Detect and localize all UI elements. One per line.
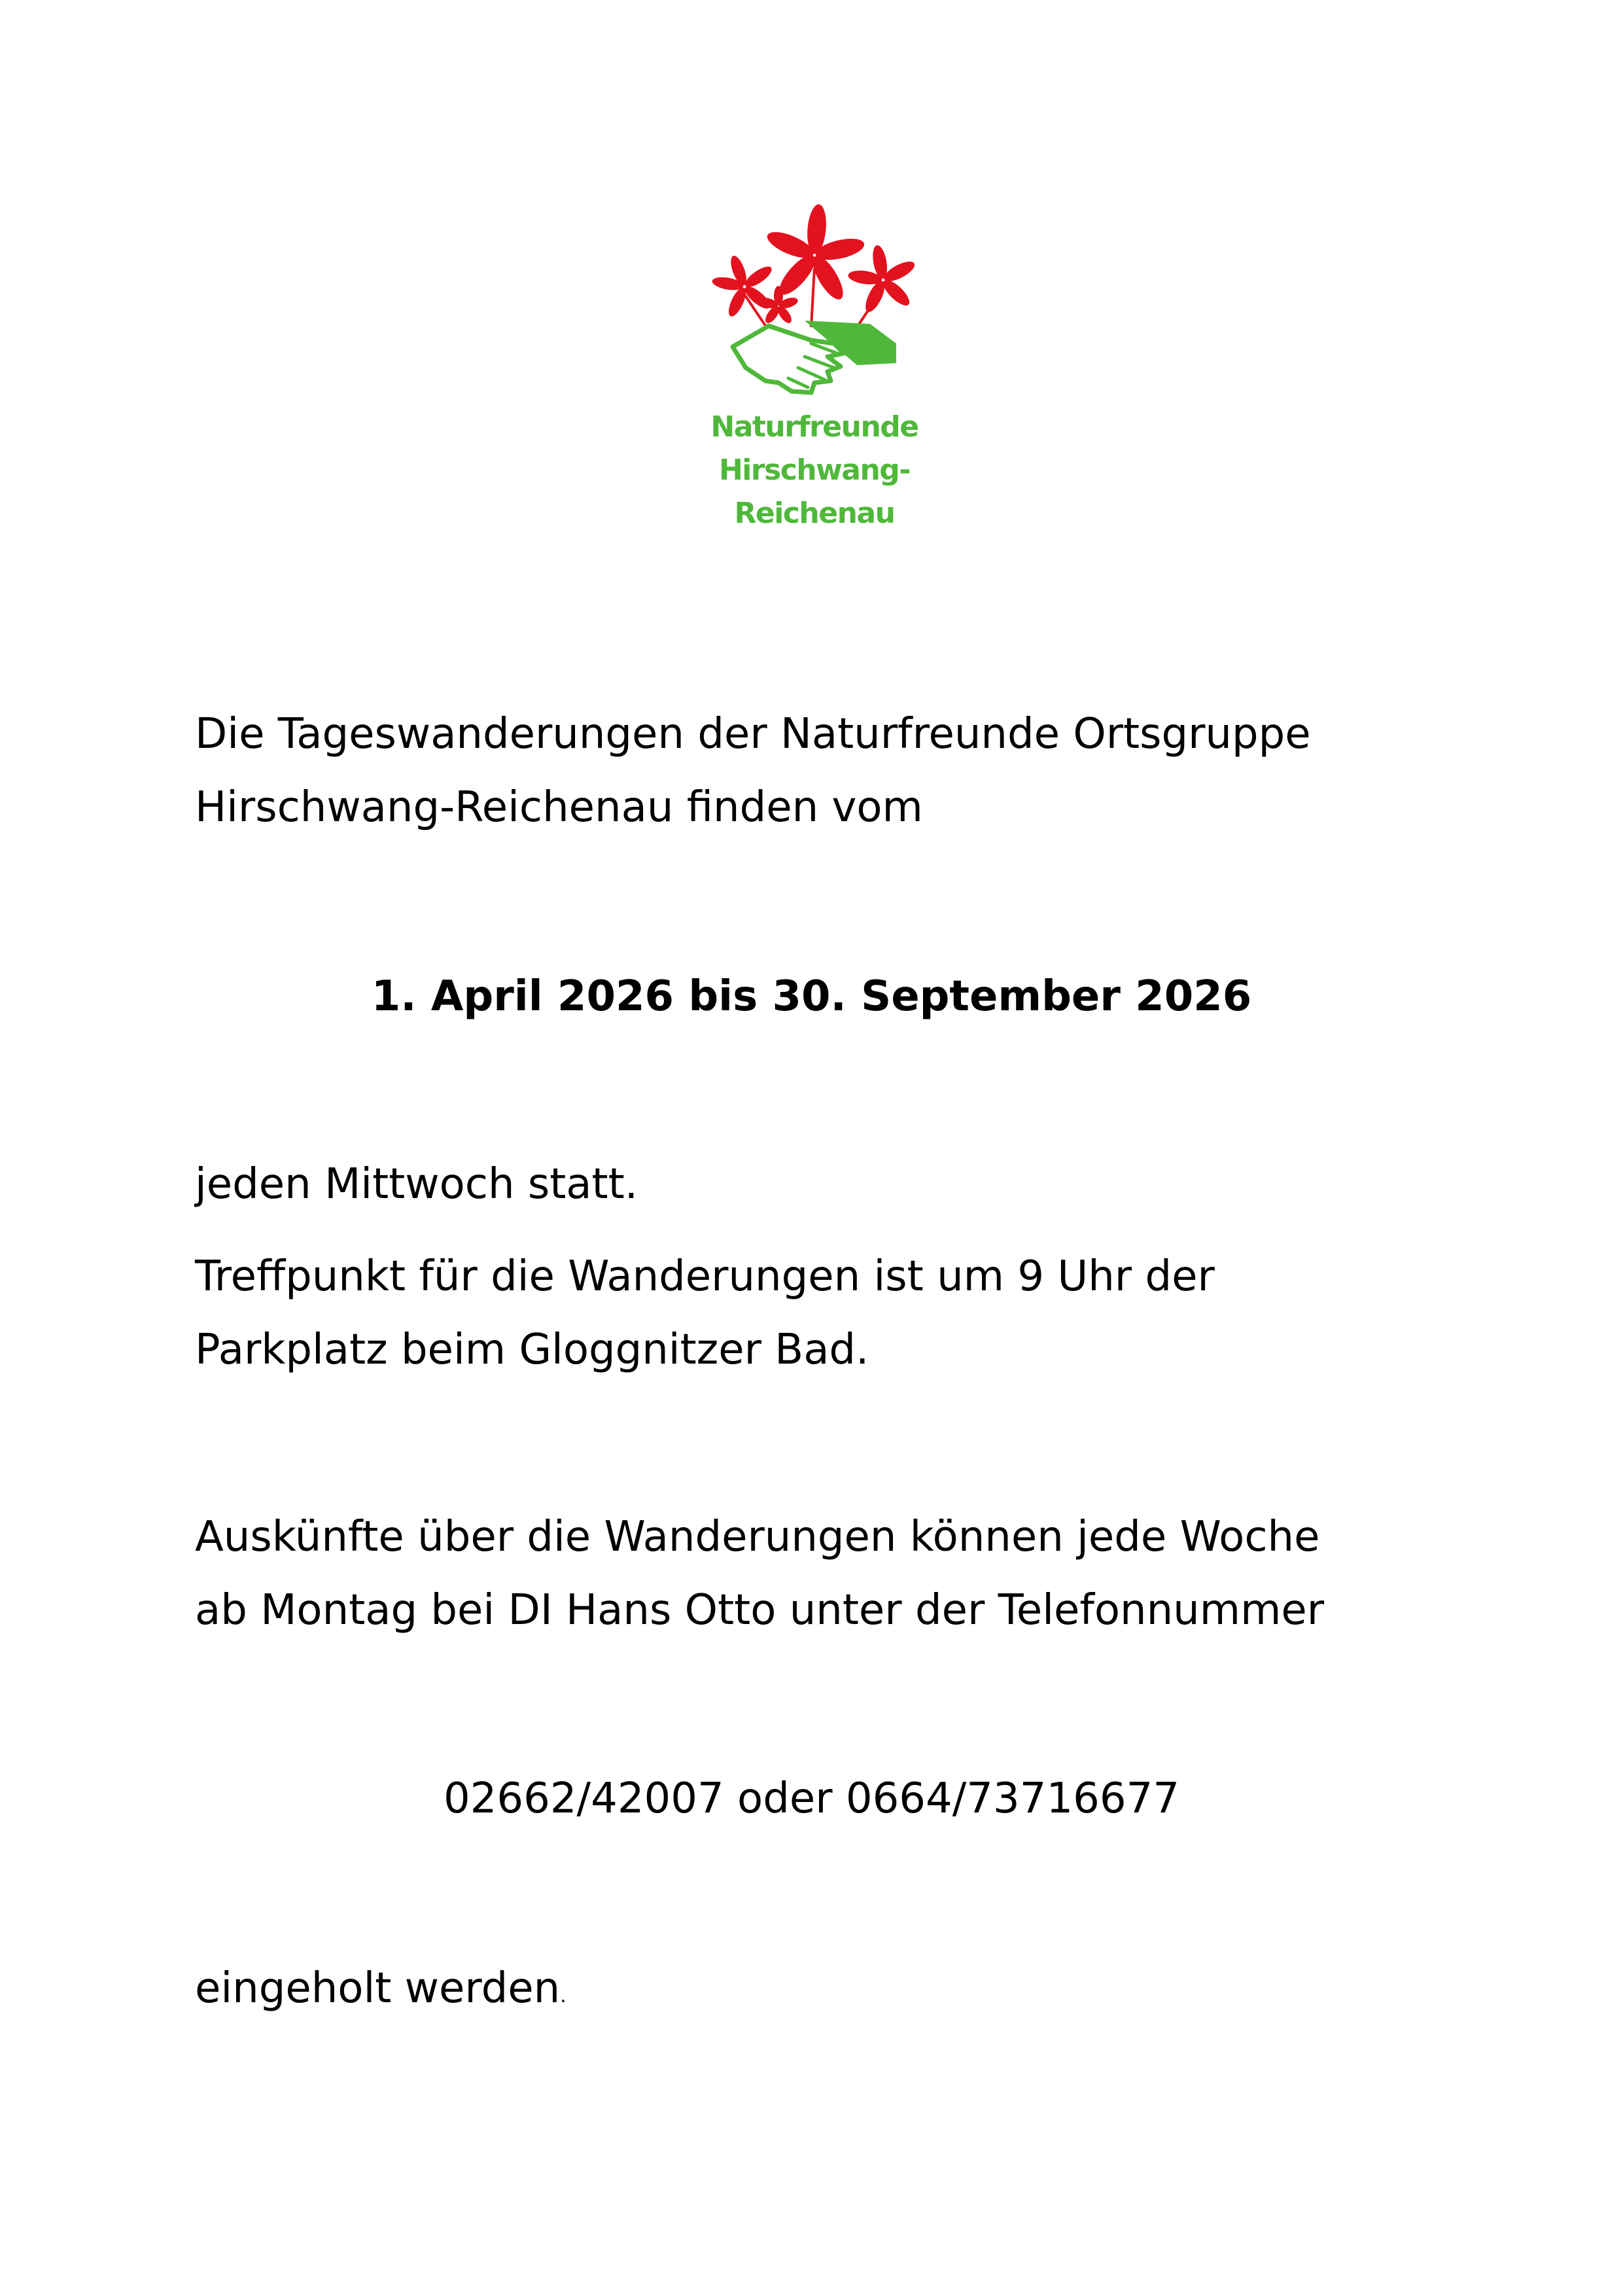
- intro-line-2: Hirschwang-Reichenau finden vom: [195, 783, 923, 832]
- info-line-1: Auskünfte über die Wanderungen können jede Woche: [195, 1513, 1320, 1561]
- meeting-line-1: Treffpunkt für die Wanderungen ist um 9 Uhr der: [195, 1252, 1215, 1301]
- closing-text: eingeholt werden: [195, 1964, 561, 2013]
- logo-line-2: Hirschwang-: [718, 453, 911, 487]
- closing-line: [195, 1952, 1477, 2033]
- flowers-icon: [711, 203, 917, 325]
- meeting-line-2: Parkplatz beim Gloggnitzer Bad.: [195, 1326, 869, 1374]
- closing-period: .: [560, 1985, 567, 2007]
- phone-numbers: 02662/42007 oder 0664/73716677: [443, 1775, 1180, 1823]
- logo-line-1: Naturfreunde: [710, 410, 918, 444]
- info-line-2: ab Montag bei DI Hans Otto unter der Telefonnummer: [195, 1586, 1325, 1634]
- date-range: 1. April 2026 bis 30. September 2026: [371, 972, 1252, 1021]
- logo-line-3: Reichenau: [734, 497, 895, 530]
- flowers-handshake-logo-icon: [707, 196, 922, 412]
- weekly-note: [195, 1148, 1477, 1221]
- meeting-paragraph: [195, 1240, 1477, 1386]
- naturfreunde-logo: [707, 196, 922, 563]
- handshake-icon: [733, 321, 896, 393]
- weekly-line: jeden Mittwoch statt.: [195, 1160, 638, 1209]
- intro-line-1: Die Tageswanderungen der Naturfreunde Ortsgruppe: [195, 710, 1311, 758]
- logo-wordmark: [707, 406, 922, 535]
- info-paragraph: [195, 1500, 1477, 1647]
- intro-paragraph: [195, 698, 1477, 844]
